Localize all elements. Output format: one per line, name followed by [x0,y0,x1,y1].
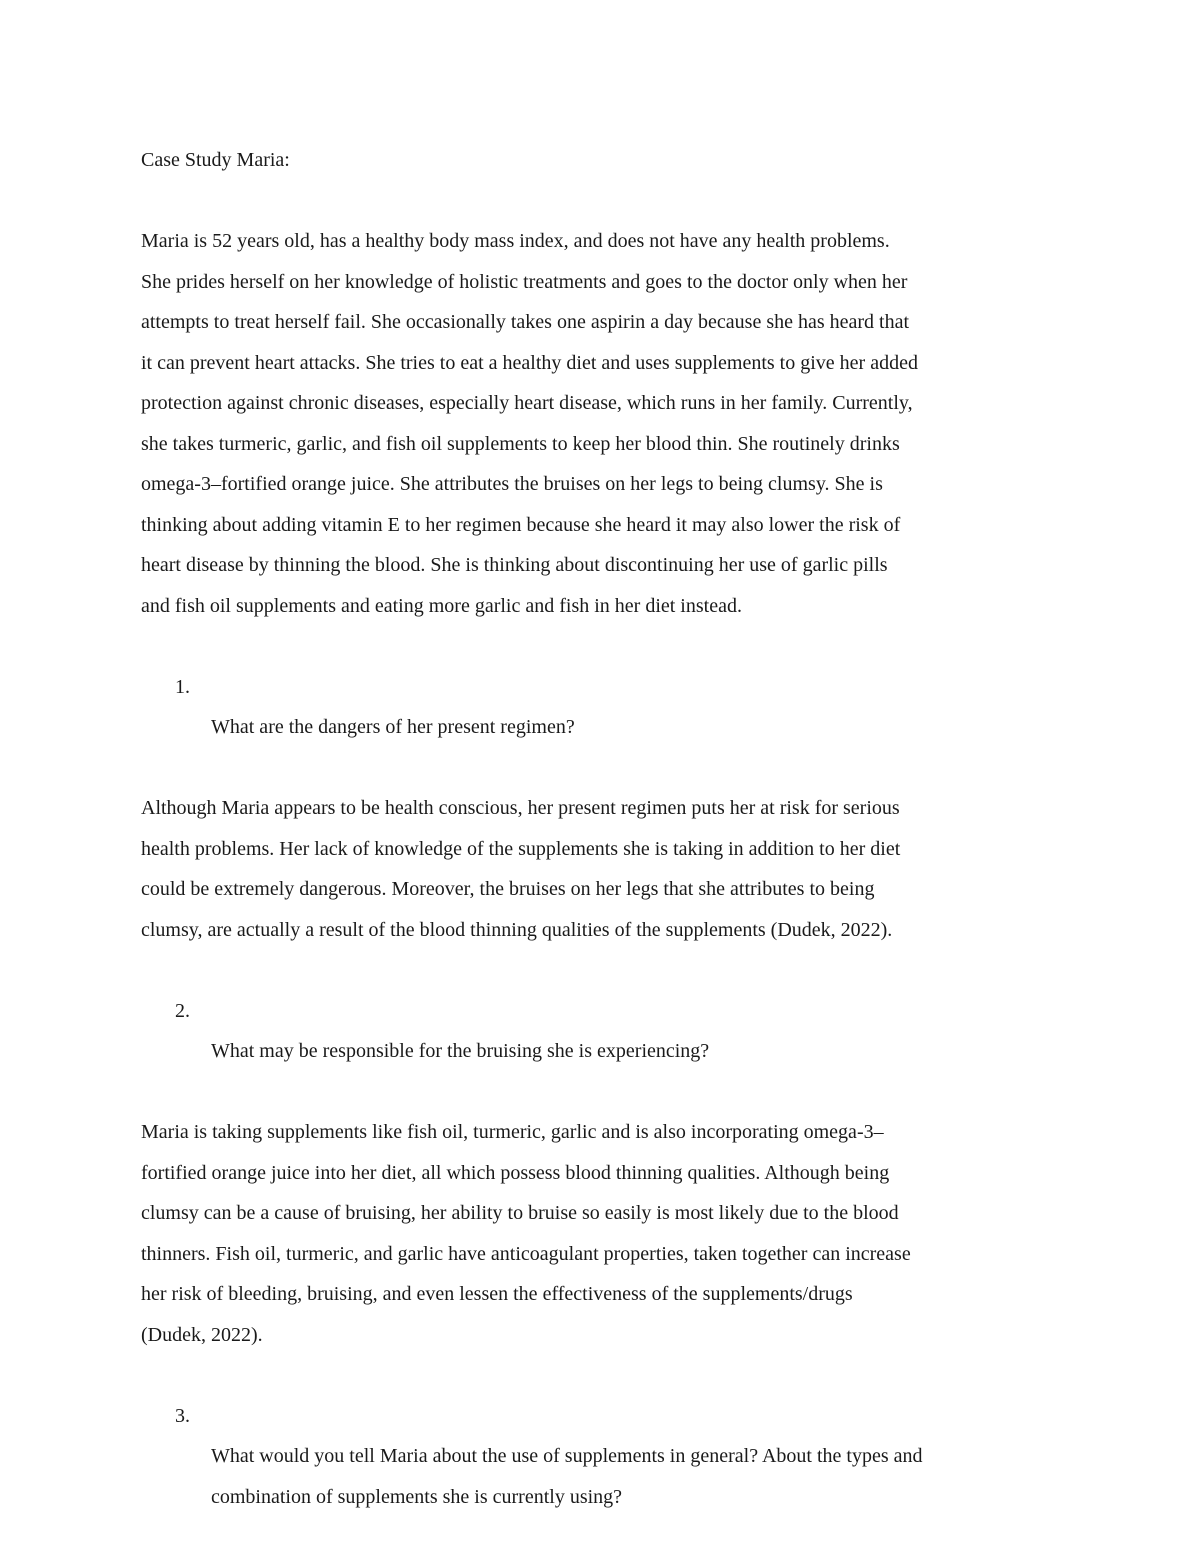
question-3-number: 3. [175,1404,190,1427]
question-1-text: What are the dangers of her present regimen? [211,716,575,738]
answer-2-paragraph: Maria is taking supplements like fish oil, turmeric, garlic and is also incorporating omega-3– fortified orange juice into her diet, all which possess blood thinning qualities. Although being clumsy can be a cause of bruising, her ability to bruise so easily is most likely due to the blood thinners. Fish oil, turmeric, and garlic have anticoagulant properties, taken together can increase her risk of bleeding, bruising, and even lessen the effectiveness of the supplements/drugs (Dudek, 2022). [141,1121,911,1346]
question-2 [141,991,1061,1072]
spacer [141,1072,1061,1113]
question-2-text: What may be responsible for the bruising she is experiencing? [211,1040,710,1062]
spacer [141,626,1061,667]
answer-1-paragraph: Although Maria appears to be health conscious, her present regimen puts her at risk for serious health problems. Her lack of knowledge of the supplements she is taking in addition to her diet could be extremely dangerous. Moreover, the bruises on her legs that she attributes to being clumsy, are actually a result of the blood thinning qualities of the supplements (Dudek, 2022). [141,797,901,941]
question-2-number: 2. [175,999,190,1022]
question-3 [141,1396,1061,1518]
spacer [141,748,1061,789]
spacer [141,1355,1061,1396]
question-1-number: 1. [175,675,190,698]
spacer [141,950,1061,991]
question-3-text: What would you tell Maria about the use of supplements in general? About the types and combination of supplements she is currently using? [211,1445,923,1508]
question-1 [141,667,1061,748]
document-page [141,140,1061,1517]
case-intro-paragraph: Maria is 52 years old, has a healthy body mass index, and does not have any health problems. She prides herself on her knowledge of holistic treatments and goes to the doctor only when her attempts to treat herself fail. She occasionally takes one aspirin a day because she has heard that it can prevent heart attacks. She tries to eat a healthy diet and uses supplements to give her added protection against chronic diseases, especially heart disease, which runs in her family. Currently, she takes turmeric, garlic, and fish oil supplements to keep her blood thin. She routinely drinks omega-3–fortified orange juice. She attributes the bruises on her legs to being clumsy. She is thinking about adding vitamin E to her regimen because she heard it may also lower the risk of heart disease by thinning the blood. She is thinking about discontinuing her use of garlic pills and fish oil supplements and eating more garlic and fish in her diet instead. [141,230,918,617]
document-title: Case Study Maria: [141,149,290,171]
